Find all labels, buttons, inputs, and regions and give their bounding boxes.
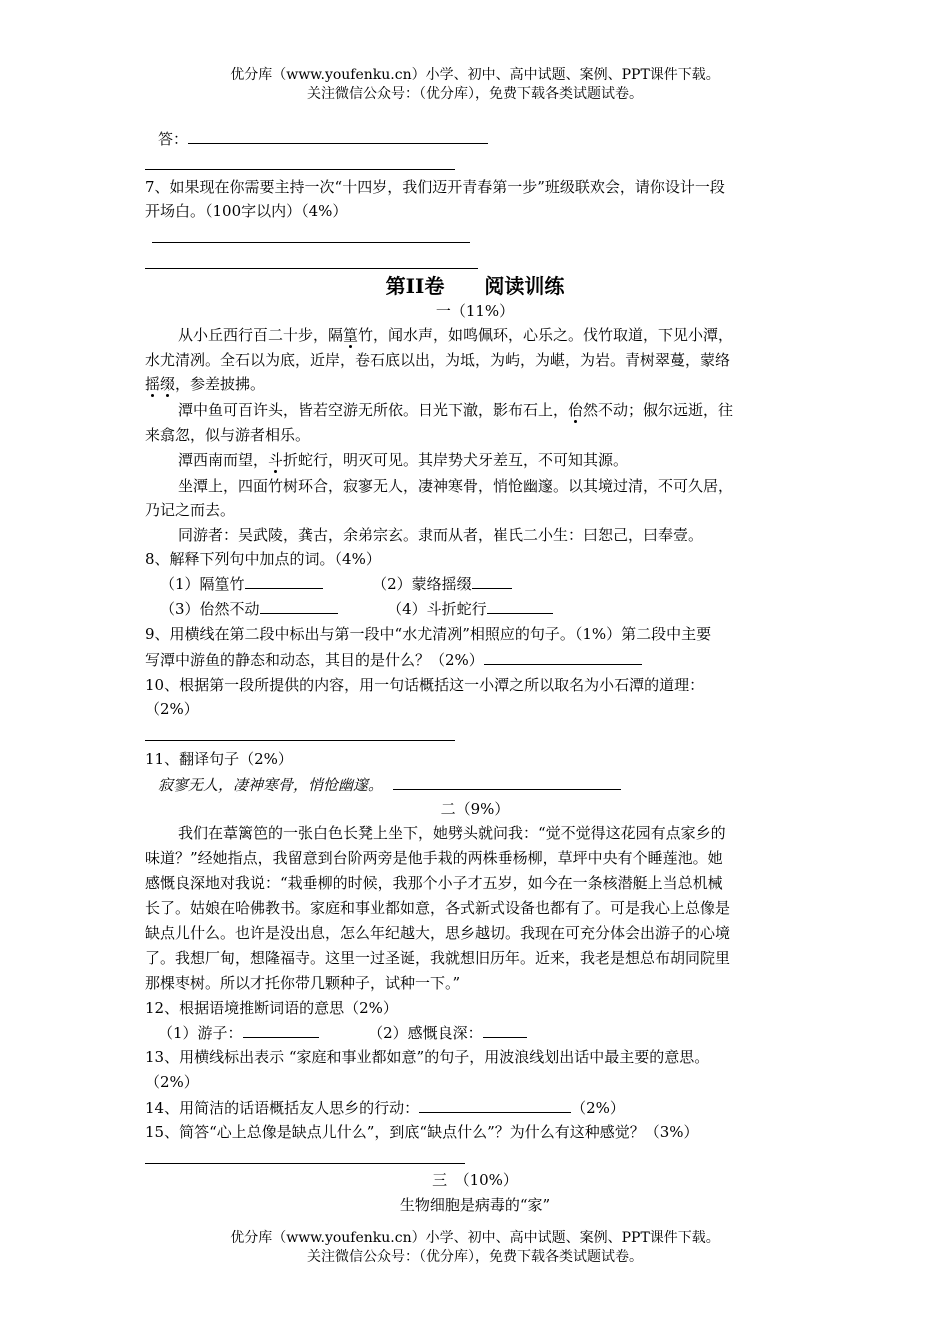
q15-rule — [145, 1163, 465, 1164]
dotted-char: 篁 — [343, 326, 359, 344]
q13-line-1: 13、用横线标出表示 “家庭和事业都如意”的句子，用波浪线划出话中最主要的意思。 — [145, 1048, 710, 1066]
q9-blank[interactable] — [484, 647, 642, 665]
q8-item-3: （3）佁然不动 — [160, 600, 260, 618]
q12-blank-1[interactable] — [243, 1020, 319, 1038]
answer-blank[interactable] — [188, 126, 488, 144]
p2-text-line-4: 长了。姑娘在哈佛教书。家庭和事业都如意，各式新式设备也都有了。可是我心上总像是 — [145, 899, 731, 917]
q8-item-1: （1）隔篁竹 — [160, 575, 245, 593]
p2-text-line-1: 我们在葦篱笆的一张白色长凳上坐下，她劈头就问我：“觉不觉得这花园有点家乡的 — [178, 824, 726, 842]
part3-heading: 三 （10%） — [432, 1171, 518, 1189]
footer-line-1: 优分库（www.youfenku.cn）小学、初中、高中试题、案例、PPT课件下载。 — [230, 1230, 720, 1246]
p2-text-line-3: 感慨良深地对我说：“栽垂柳的时候，我那个小子才五岁，如今在一条核潜艇上当总机械 — [145, 874, 723, 892]
p2-line-1: 潭中鱼可百许头，皆若空游无所依。日光下澈，影布石上，佁然不动；俶尔远逝，往 — [178, 401, 734, 419]
part1-heading: 一（11%） — [435, 302, 515, 320]
p1-line-2: 水尤清冽。全石以为底，近岸，卷石底以出，为坻，为屿，为嵁，为岩。青树翠蔓，蒙络 — [145, 351, 731, 369]
q7-rule-1 — [152, 242, 470, 243]
header-line-2: 关注微信公众号：（优分库），免费下载各类试题试卷。 — [307, 86, 643, 102]
answer-line — [158, 126, 823, 151]
q11-sentence: 寂寥无人，凄神寒骨，悄怆幽邃。 — [158, 776, 384, 794]
part3-title: 生物细胞是病毒的“家” — [399, 1196, 551, 1214]
q8-row-1 — [160, 571, 825, 596]
q8-item-2: （2）蒙络摇缀 — [372, 575, 472, 593]
q12-item-2: （2）感慨良深： — [368, 1024, 483, 1042]
answer-rule — [145, 169, 455, 170]
q10-rule — [145, 740, 455, 741]
q8-item-4: （4）斗折蛇行 — [387, 600, 487, 618]
q10-line-2: （2%） — [145, 700, 199, 718]
dotted-char: 摇 — [145, 375, 161, 393]
q8-title: 8、解释下列句中加点的词。（4%） — [145, 550, 381, 568]
section-title: 第II卷 阅读训练 — [385, 274, 565, 298]
q12-title: 12、根据语境推断词语的意思（2%） — [145, 999, 398, 1017]
q8-blank-2[interactable] — [472, 571, 512, 589]
p5-line: 同游者：吴武陵，龚古，余弟宗玄。隶而从者，崔氏二小生：曰恕己，曰奉壹。 — [178, 526, 704, 544]
q8-row-2 — [160, 596, 825, 621]
p2-text-line-7: 那棵枣树。所以才托你带几颗种子，试种一下。” — [145, 974, 461, 992]
p3-line-1: 潭西南而望，斗折蛇行，明灭可见。其岸势犬牙差互，不可知其源。 — [178, 451, 629, 469]
q12-item-1: （1）游子： — [158, 1024, 243, 1042]
q7-rule-2 — [145, 268, 478, 269]
q8-blank-4[interactable] — [487, 596, 553, 614]
p1-line-1: 从小丘西行百二十步，隔篁竹，闻水声，如鸣佩环，心乐之。伐竹取道，下见小潭， — [178, 326, 734, 344]
p2-text-line-5: 缺点儿什么。也许是没出息，怎么年纪越大，思乡越切。我现在可充分体会出游子的心境 — [145, 924, 731, 942]
dotted-char: 斗 — [268, 451, 284, 469]
q8-blank-3[interactable] — [260, 596, 338, 614]
p1-line-3: 摇缀，参差披拂。 — [145, 375, 266, 393]
q14-blank[interactable] — [419, 1095, 571, 1113]
answer-label: 答： — [158, 130, 189, 148]
header-line-1: 优分库（www.youfenku.cn）小学、初中、高中试题、案例、PPT课件下载。 — [230, 67, 720, 83]
dotted-char: 缀 — [160, 375, 176, 393]
q10-line-1: 10、根据第一段所提供的内容，用一句话概括这一小潭之所以取名为小石潭的道理： — [145, 676, 705, 694]
p2-line-2: 来翕忽，似与游者相乐。 — [145, 426, 311, 444]
p2-text-line-6: 了。我想厂甸，想隆福寺。这里一过圣诞，我就想旧历年。近来，我老是想总布胡同院里 — [145, 949, 731, 967]
q7-line-1: 7、如果现在你需要主持一次“十四岁，我们迈开青春第一步”班级联欢会，请你设计一段 — [145, 178, 725, 196]
q15-line: 15、简答“心上总像是缺点儿什么”，到底“缺点什么”？为什么有这种感觉？（3%） — [145, 1123, 699, 1141]
q14-line: 14、用简洁的话语概括友人思乡的行动： （2%） — [145, 1095, 810, 1120]
q9-line-2: 写潭中游鱼的静态和动态，其目的是什么？（2%） — [145, 647, 810, 672]
dotted-char: 佁 — [568, 401, 584, 419]
q11-title: 11、翻译句子（2%） — [145, 750, 293, 768]
p4-line-2: 乃记之而去。 — [145, 501, 236, 519]
q8-blank-1[interactable] — [245, 571, 323, 589]
p4-line-1: 坐潭上，四面竹树环合，寂寥无人，凄神寒骨，悄怆幽邃。以其境过清，不可久居， — [178, 477, 734, 495]
q7-line-2: 开场白。（100字以内）（4%） — [145, 202, 348, 220]
q12-blank-2[interactable] — [483, 1020, 527, 1038]
q11-line — [158, 772, 823, 797]
q13-line-2: （2%） — [145, 1073, 199, 1091]
footer-line-2: 关注微信公众号：（优分库），免费下载各类试题试卷。 — [307, 1249, 643, 1265]
q11-blank[interactable] — [393, 772, 621, 790]
q9-line-1: 9、用横线在第二段中标出与第一段中“水尤清冽”相照应的句子。（1%）第二段中主要 — [145, 625, 712, 643]
p2-text-line-2: 味道？”经她指点，我留意到台阶两旁是他手栽的两株垂杨柳，草坪中央有个睡莲池。她 — [145, 849, 723, 867]
part2-heading: 二（9%） — [440, 800, 510, 818]
q12-row — [158, 1020, 823, 1045]
